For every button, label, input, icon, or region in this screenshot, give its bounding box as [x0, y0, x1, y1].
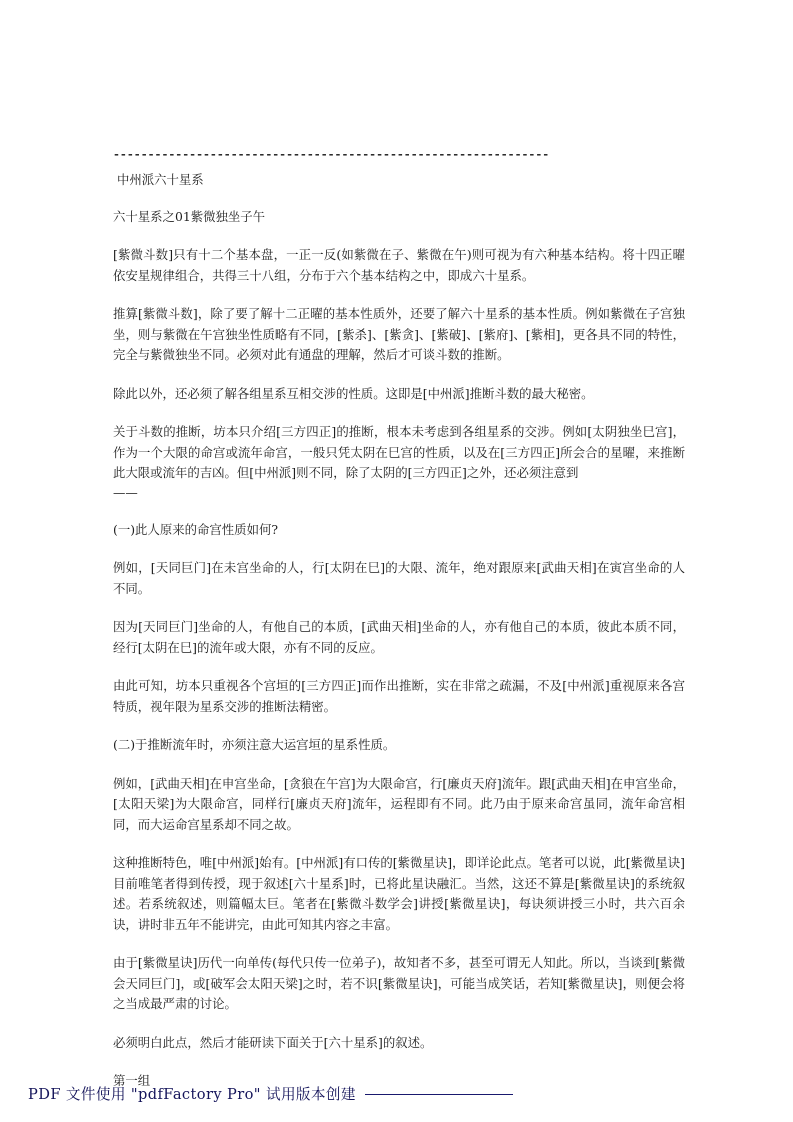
dashed-separator-rule: --------------------------------------------------------------- [113, 150, 550, 161]
dash-continuation-fragment: —— [113, 484, 138, 500]
body-paragraph-item-two: (二)于推断流年时，亦须注意大运宫垣的星系性质。 [113, 737, 396, 752]
body-paragraph-7: 由此可知，坊本只重视各个宫垣的[三方四正]而作出推断，实在非常之疏漏，不及[中州派]重视原来各宫特质，视年限为星系交涉的推断法精密。 [113, 678, 685, 714]
chapter-title: 六十星系之01紫微独坐子午 [113, 208, 266, 224]
body-paragraph-1: [紫微斗数]只有十二个基本盘，一正一反(如紫微在子、紫微在午)则可视为有六种基本结构。将十四正曜依安星规律组合，共得三十八组，分布于六个基本结构之中，即成六十星系。 [113, 247, 685, 283]
series-title: 中州派六十星系 [113, 172, 204, 187]
body-paragraph-6: 因为[天同巨门]坐命的人，有他自己的本质，[武曲天相]坐命的人，亦有他自己的本质，彼此本质不同，经行[太阴在巳]的流年或大限，亦有不同的反应。 [113, 619, 685, 655]
body-paragraph-5: 例如，[天同巨门]在未宫坐命的人，行[太阴在巳]的大限、流年，绝对跟原来[武曲天相]在寅宫坐命的人不同。 [113, 560, 685, 596]
body-paragraph-item-one: (一)此人原来的命宫性质如何? [113, 521, 278, 537]
body-paragraph-2: 推算[紫微斗数]，除了要了解十二正曜的基本性质外，还要了解六十星系的基本性质。例如紫微在子宫独坐，则与紫微在午宫独坐性质略有不同，[紫杀]、[紫贪]、[紫破]、[紫府]、[紫相]，更各具不同的特性，完全与紫微独坐不同。必须对此有通盘的理解，然后才可谈斗数的推断。 [113, 306, 685, 362]
body-paragraph-4: 关于斗数的推断，坊本只介绍[三方四正]的推断，根本未考虑到各组星系的交涉。例如[太阴独坐巳宫]，作为一个大限的命宫或流年命宫，一般只凭太阴在巳宫的性质，以及在[三方四正]所会合的星曜，来推断此大限或流年的吉凶。但[中州派]则不同，除了太阴的[三方四正]之外，还必须注意到 [113, 424, 685, 480]
pdffactory-watermark [28, 1085, 513, 1105]
pdffactory-watermark-text: PDF 文件使用 "pdfFactory Pro" 试用版本创建 [28, 1086, 356, 1103]
group-heading-first: 第一组 [113, 1073, 151, 1088]
body-paragraph-10: 由于[紫微星诀]历代一向单传(每代只传一位弟子)，故知者不多，甚至可谓无人知此。所以，当谈到[紫微会天同巨门]，或[破军会太阳天梁]之时，若不识[紫微星诀]，可能当成笑话，若知[紫微星诀]，则便会将之当成最严肃的讨论。 [113, 955, 685, 1011]
document-content [113, 150, 685, 1092]
body-paragraph-9: 这种推断特色，唯[中州派]始有。[中州派]有口传的[紫微星诀]，即详论此点。笔者可以说，此[紫微星诀]目前唯笔者得到传授，现于叙述[六十星系]时，已将此星诀融汇。当然，这还不算是[紫微星诀]的系统叙述。若系统叙述，则篇幅太巨。笔者在[紫微斗数学会]讲授[紫微星诀]，每诀须讲授三小时，共六百余诀，讲时非五年不能讲完，由此可知其内容之丰富。 [113, 855, 685, 932]
body-paragraph-11: 必须明白此点，然后才能研读下面关于[六十星系]的叙述。 [113, 1034, 433, 1050]
body-paragraph-3: 除此以外，还必须了解各组星系互相交涉的性质。这即是[中州派]推断斗数的最大秘密。 [113, 385, 594, 401]
body-paragraph-8: 例如，[武曲天相]在申宫坐命，[贪狼在午宫]为大限命宫，行[廉贞天府]流年。跟[武曲天相]在申宫坐命，[太阳天梁]为大限命宫，同样行[廉贞天府]流年，运程即有不同。此乃由于原来命宫虽同，流年命宫相同，而大运命宫星系却不同之故。 [113, 775, 685, 832]
pdffactory-watermark-underline[interactable] [365, 1094, 513, 1095]
